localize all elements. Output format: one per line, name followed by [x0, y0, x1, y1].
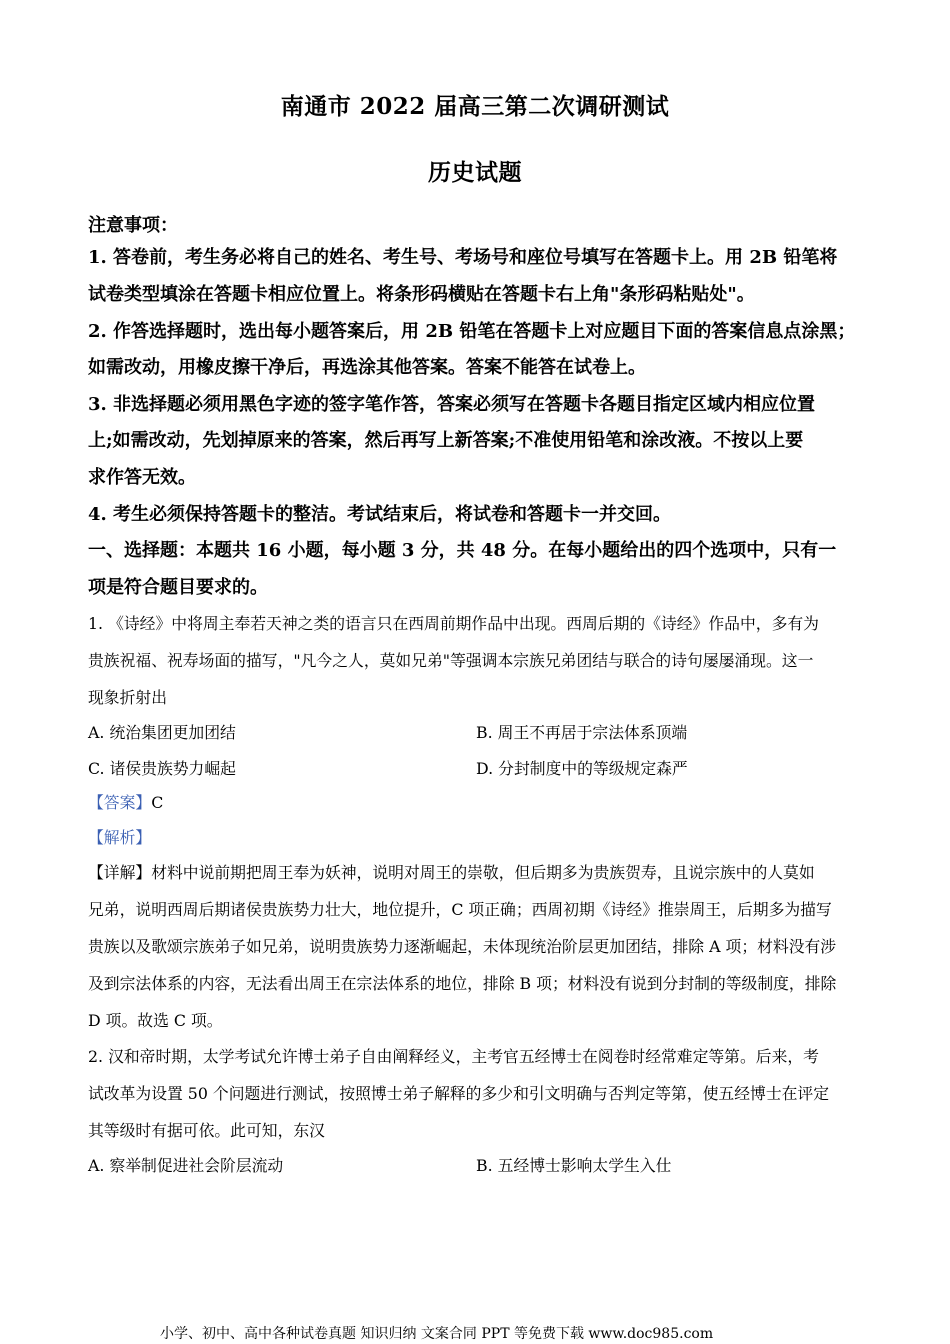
- q1-detail-line: D 项。故选 C 项。: [88, 1011, 223, 1030]
- page-footer: 小学、初中、高中各种试卷真题 知识归纳 文案合同 PPT 等免费下载 www.doc985.com: [160, 1326, 714, 1342]
- q1-stem-line: 贵族祝福、祝寿场面的描写，"凡今之人，莫如兄弟"等强调本宗族兄弟团结与联合的诗句屡屡涌现。这一: [88, 651, 814, 670]
- page-subtitle: 历史试题: [428, 159, 522, 186]
- q1-detail-line: 兄弟，说明西周后期诸侯贵族势力壮大，地位提升，C 项正确；西周初期《诗经》推崇周王，后期多为描写: [88, 900, 832, 919]
- notice-line: 4. 考生必须保持答题卡的整洁。考试结束后，将试卷和答题卡一并交回。: [88, 504, 672, 525]
- q2-option-a: A. 察举制促进社会阶层流动: [88, 1156, 284, 1175]
- q1-detail-line: 贵族以及歌颂宗族弟子如兄弟，说明贵族势力逐渐崛起，未体现统治阶层更加团结，排除 A 项；材料没有涉: [88, 937, 837, 956]
- q1-answer-line: [88, 791, 878, 815]
- q1-detail-line: 及到宗法体系的内容，无法看出周王在宗法体系的地位，排除 B 项；材料没有说到分封制的等级制度，排除: [88, 974, 837, 993]
- page-title: 南通市 2022 届高三第二次调研测试: [280, 93, 670, 120]
- notice-line: 3. 非选择题必须用黑色字迹的签字笔作答，答案必须写在答题卡各题目指定区域内相应位置: [88, 394, 816, 415]
- notice-line: 上;如需改动，先划掉原来的答案，然后再写上新答案;不准使用铅笔和涂改液。不按以上要: [88, 430, 804, 451]
- notice-line: 求作答无效。: [88, 467, 196, 488]
- q1-stem-line: 1. 《诗经》中将周主奉若天神之类的语言只在西周前期作品中出现。西周后期的《诗经》作品中，多有为: [88, 614, 819, 633]
- q1-option-c: C. 诸侯贵族势力崛起: [88, 759, 236, 778]
- q1-detail-line: 【详解】材料中说前期把周王奉为妖神，说明对周王的崇敬，但后期多为贵族贺寿，且说宗族中的人莫如: [88, 863, 815, 882]
- q1-option-b: B. 周王不再居于宗法体系顶端: [476, 723, 688, 742]
- answer-tag: 【答案】: [88, 793, 152, 812]
- analysis-tag: 【解析】: [88, 828, 152, 847]
- q1-option-d: D. 分封制度中的等级规定森严: [476, 759, 688, 778]
- notice-line: 1. 答卷前，考生务必将自己的姓名、考生号、考场号和座位号填写在答题卡上。用 2B 铅笔将: [88, 247, 838, 268]
- q2-stem-line: 其等级时有据可依。此可知，东汉: [88, 1121, 325, 1140]
- q2-stem-line: 试改革为设置 50 个问题进行测试，按照博士弟子解释的多少和引文明确与否判定等第，使五经博士在评定: [88, 1084, 830, 1103]
- q1-stem-line: 现象折射出: [88, 688, 167, 707]
- notice-line: 试卷类型填涂在答题卡相应位置上。将条形码横贴在答题卡右上角"条形码粘贴处"。: [88, 284, 755, 305]
- notice-line: 2. 作答选择题时，选出每小题答案后，用 2B 铅笔在答题卡上对应题目下面的答案信息点涂黑；: [88, 321, 856, 342]
- q2-stem-line: 2. 汉和帝时期，太学考试允许博士弟子自由阐释经义，主考官五经博士在阅卷时经常难定等第。后来，考: [88, 1047, 819, 1066]
- q2-option-b: B. 五经博士影响太学生入仕: [476, 1156, 672, 1175]
- answer-value: C: [151, 793, 164, 812]
- q1-option-a: A. 统治集团更加团结: [88, 723, 236, 742]
- section-heading: 一、选择题：本题共 16 小题，每小题 3 分，共 48 分。在每小题给出的四个选项中，只有一: [88, 540, 837, 561]
- section-heading: 项是符合题目要求的。: [88, 577, 268, 598]
- notice-line: 如需改动，用橡皮擦干净后，再选涂其他答案。答案不能答在试卷上。: [88, 357, 646, 378]
- notice-heading: 注意事项：: [88, 215, 178, 236]
